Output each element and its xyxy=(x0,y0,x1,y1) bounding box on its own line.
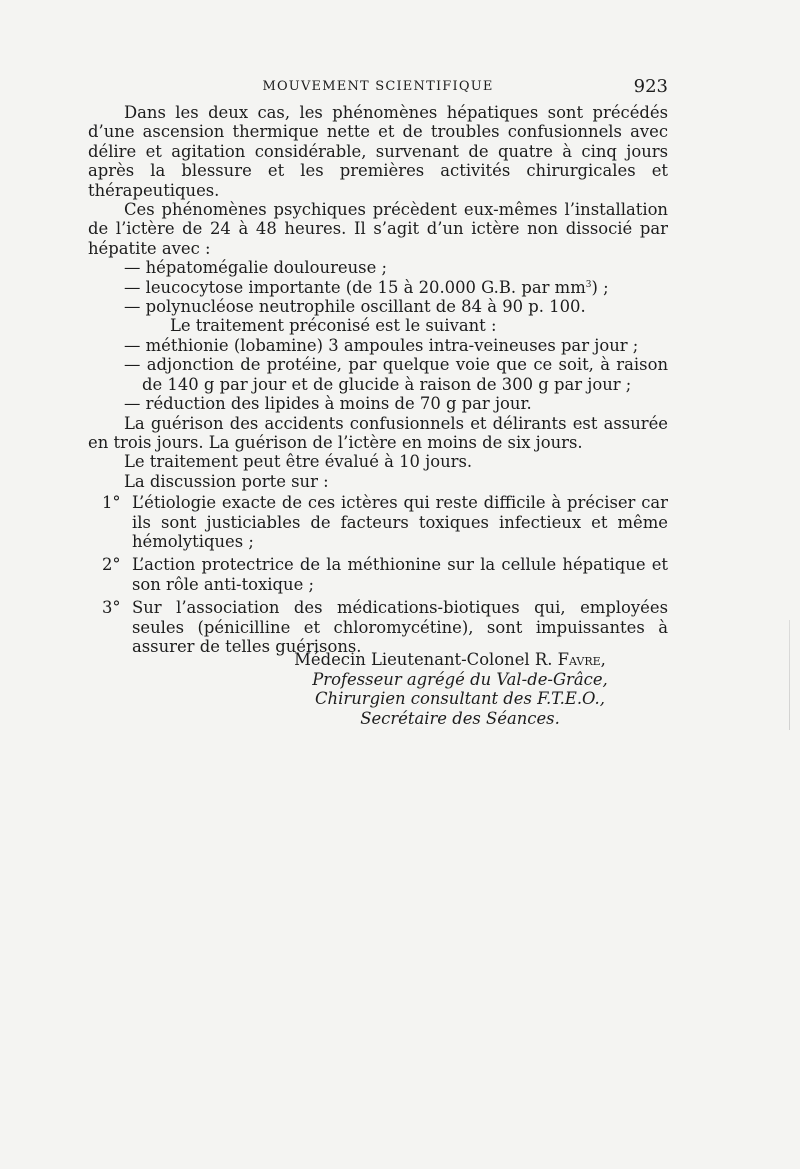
superscript-3: 3 xyxy=(585,279,592,290)
list-item-methionine: — méthionie (lobamine) 3 ampoules intra-veineuses par jour ; xyxy=(88,336,668,355)
leucocytosis-end: ) ; xyxy=(591,277,609,297)
list-item-leucocytosis xyxy=(88,278,668,297)
paragraph-treatment-intro: Le traitement préconisé est le suivant : xyxy=(170,316,497,336)
treatment-list xyxy=(88,336,668,414)
discussion-item xyxy=(88,598,668,656)
item-number: 2° xyxy=(102,555,121,575)
discussion-item xyxy=(88,555,668,594)
list-item-protein: — adjonction de protéine, par quelque voie que ce soit, à raison de 140 g par jour et de glucide à raison de 300 g par jour ; xyxy=(88,355,668,394)
scan-edge-mark xyxy=(789,620,790,730)
item-text: L’action protectrice de la méthionine sur la cellule hépatique et son rôle anti-toxique ; xyxy=(132,555,668,594)
discussion-list xyxy=(88,493,668,656)
list-item-lipids: — réduction des lipides à moins de 70 g par jour. xyxy=(88,394,668,413)
article-body xyxy=(88,103,668,660)
author-role-3: Secrétaire des Séances. xyxy=(360,708,560,728)
item-number: 3° xyxy=(102,598,121,618)
paragraph-duration: Le traitement peut être évalué à 10 jours. xyxy=(124,452,473,472)
author-surname: Favre, xyxy=(557,650,606,669)
list-item-polynucleosis: — polynucléose neutrophile oscillant de 84 à 90 p. 100. xyxy=(88,297,668,316)
item-text: Sur l’association des médications-biotiques qui, employées seules (pénicilline et chloromycétine), sont impuissantes à assurer de telles guérisons. xyxy=(132,598,668,656)
item-text: L’étiologie exacte de ces ictères qui reste difficile à préciser car ils sont justiciables de facteurs toxiques infectieux et même hémolytiques ; xyxy=(132,493,668,551)
author-role-2: Chirurgien consultant des F.T.E.O., xyxy=(315,689,605,709)
paragraph-phenomena: Dans les deux cas, les phénomènes hépatiques sont précédés d’une ascension thermique nette et de troubles confusionnels avec délire et agitation considérable, survenant de quatre à cinq jours après la blessure et les premières activités chirurgicales et thérapeutiques. xyxy=(88,103,668,200)
paragraph-discussion-intro: La discussion porte sur : xyxy=(124,471,329,491)
discussion-item xyxy=(88,493,668,551)
author-role-1: Professeur agrégé du Val-de-Grâce, xyxy=(312,669,608,689)
leucocytosis-text: leucocytose importante (de 15 à 20.000 G.B. par mm xyxy=(145,277,586,297)
page-header xyxy=(88,76,668,100)
author-title: Médecin Lieutenant-Colonel R. xyxy=(294,650,558,669)
page-number: 923 xyxy=(633,76,668,97)
author-name xyxy=(250,650,650,670)
running-title: MOUVEMENT SCIENTIFIQUE xyxy=(262,79,494,94)
paragraph-healing: La guérison des accidents confusionnels et délirants est assurée en trois jours. La guérison de l’ictère en moins de six jours. xyxy=(88,413,668,452)
signature-block xyxy=(250,650,670,728)
list-item-hepatomegaly: — hépatomégalie douloureuse ; xyxy=(88,258,668,277)
paragraph-jaundice: Ces phénomènes psychiques précèdent eux-mêmes l’installation de l’ictère de 24 à 48 heures. Il s’agit d’un ictère non dissocié par hépatite avec : xyxy=(88,200,668,258)
symptom-list xyxy=(88,258,668,316)
item-number: 1° xyxy=(102,493,121,513)
